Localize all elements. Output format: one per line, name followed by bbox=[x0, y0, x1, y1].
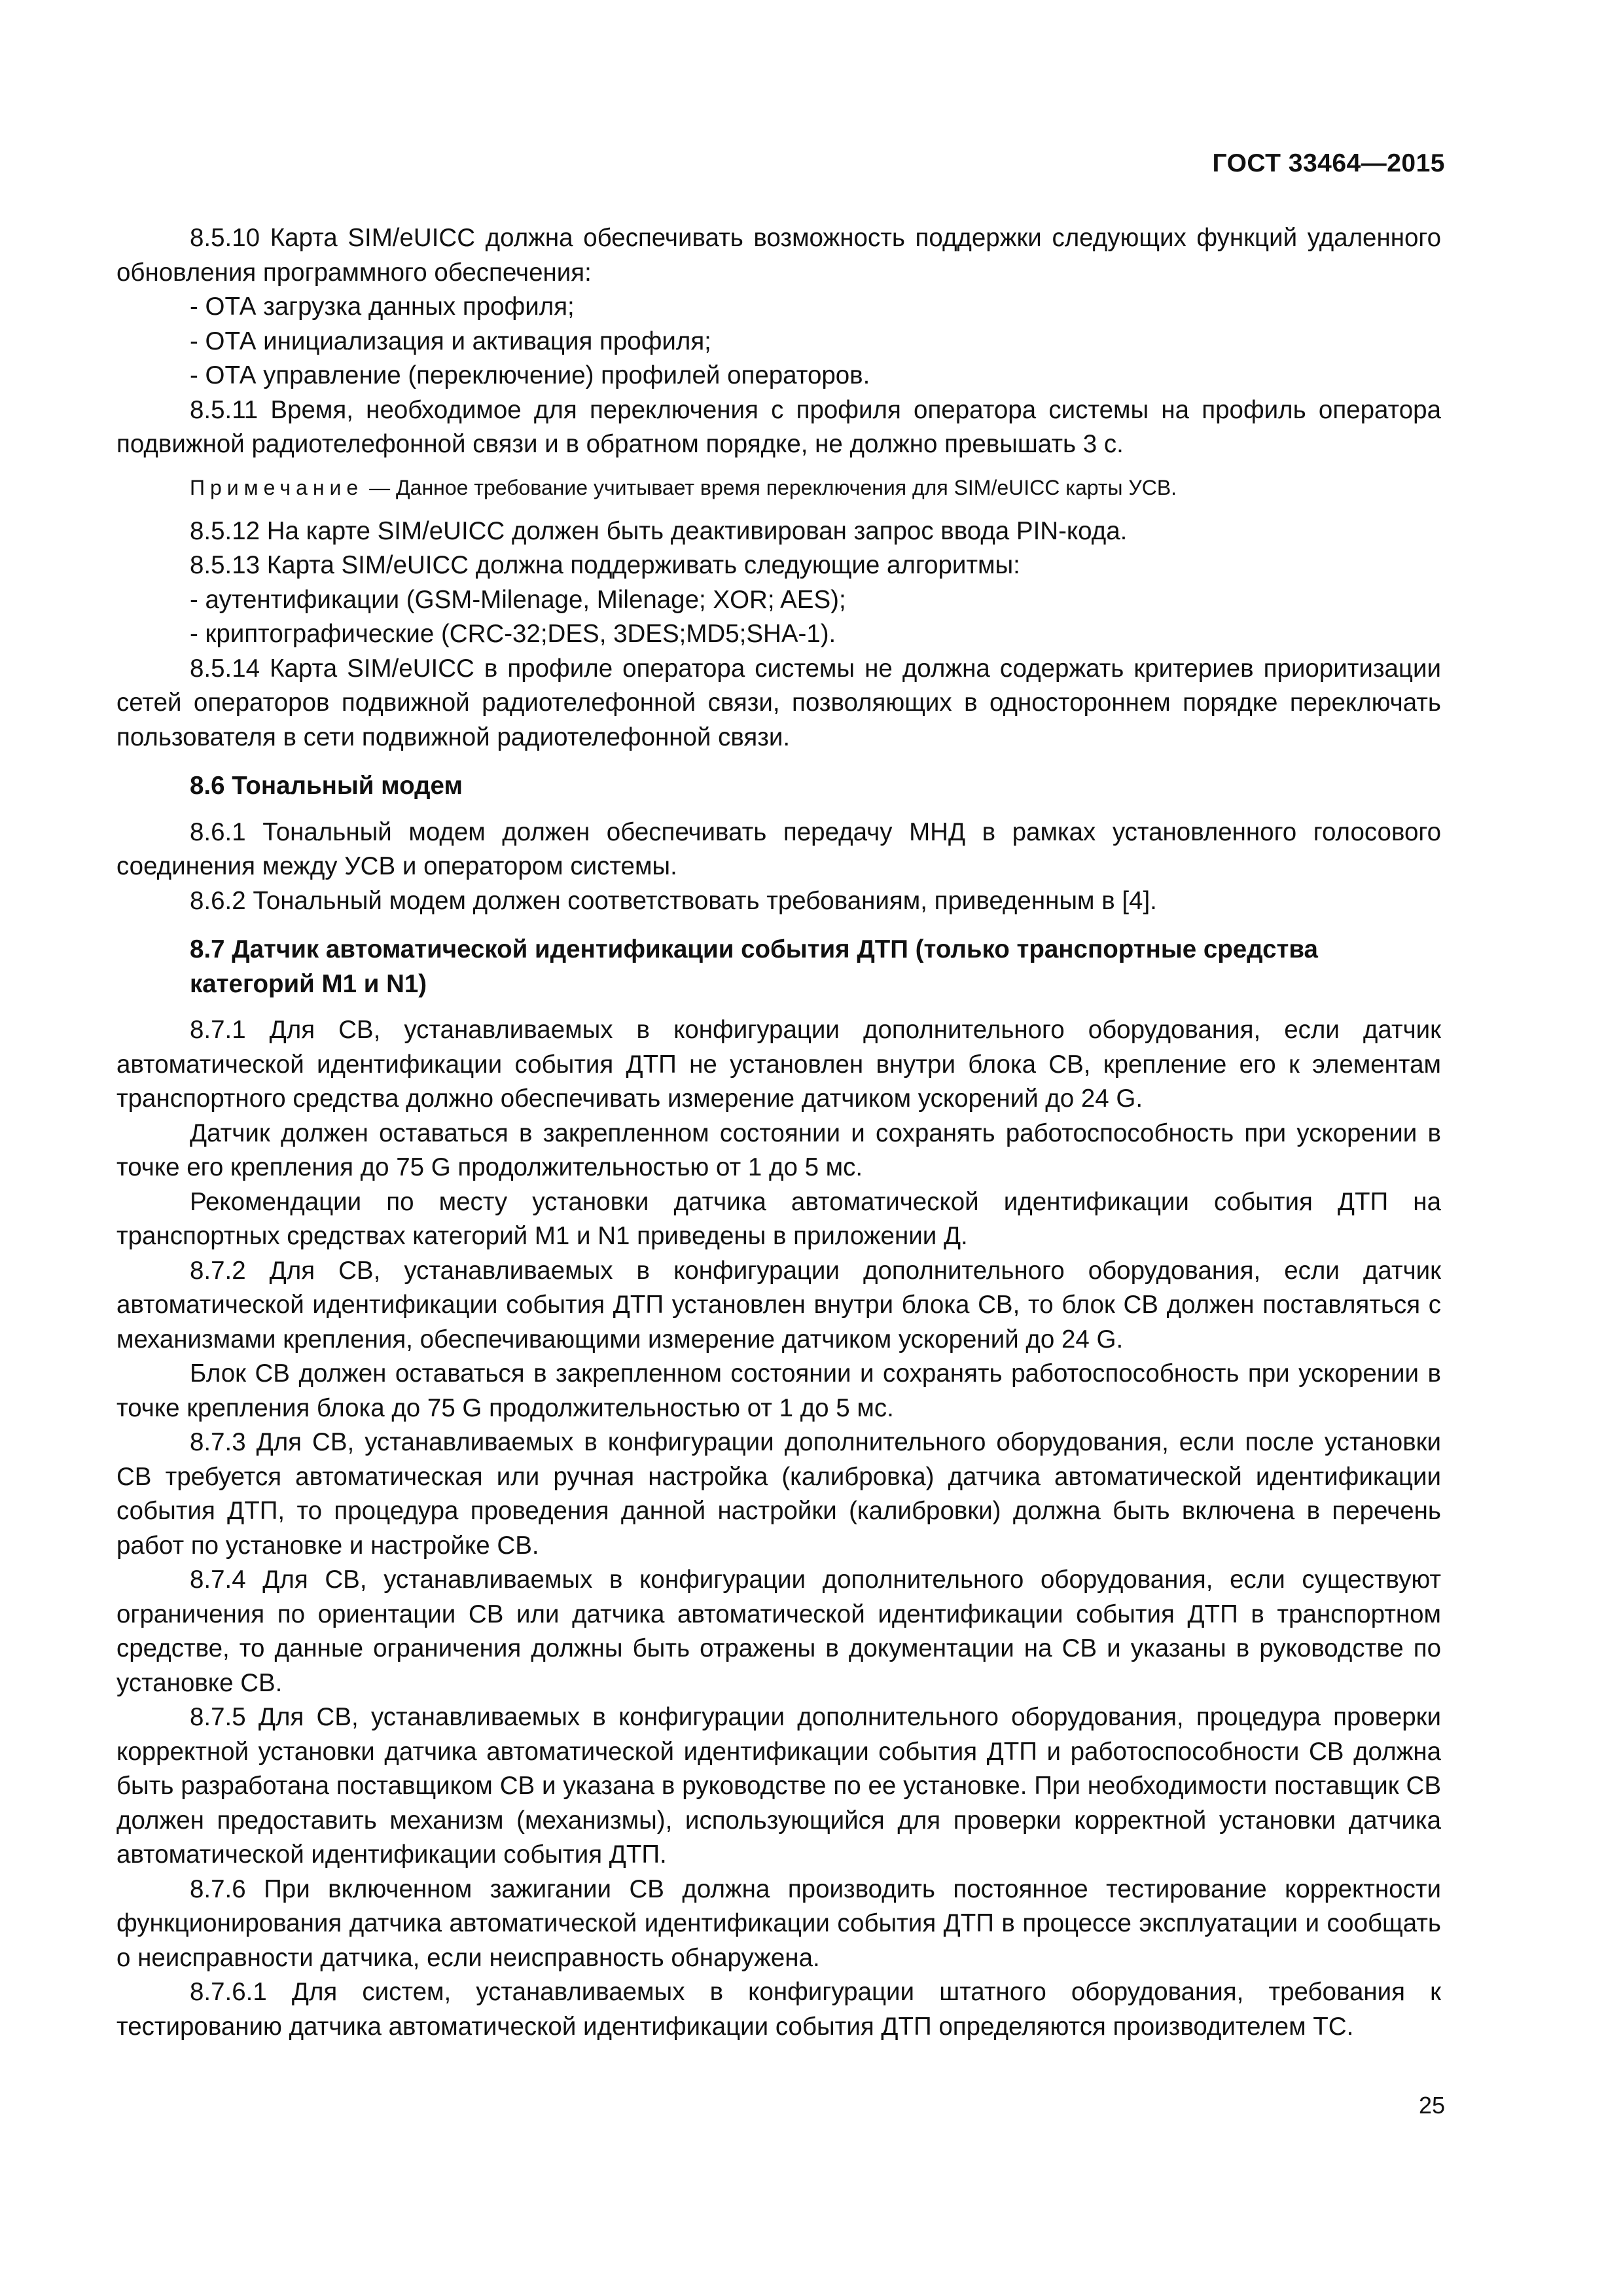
paragraph-8-5-13: 8.5.13 Карта SIM/eUICC должна поддерживать следующие алгоритмы: bbox=[190, 551, 1020, 579]
document-body bbox=[116, 221, 1441, 2044]
list-item: - аутентификации (GSM-Milenage, Milenage; XOR; AES); bbox=[190, 585, 846, 614]
paragraph-8-5-11: 8.5.11 Время, необходимое для переключения с профиля оператора системы на профиль оператора подвижной радиотелефонной связи и в обратном порядке, не должно превышать 3 с. bbox=[116, 395, 1441, 458]
paragraph: Рекомендации по месту установки датчика автоматической идентификации события ДТП на транспортных средствах категорий М1 и N1 приведены в приложении Д. bbox=[116, 1187, 1441, 1250]
paragraph-8-5-14: 8.5.14 Карта SIM/eUICC в профиле оператора системы не должна содержать критериев приоритизации сетей операторов подвижной радиотелефонной связи, позволяющих в одностороннем порядке переключать пользователя в сети подвижной радиотелефонной связи. bbox=[116, 654, 1441, 751]
note-label: Примечание bbox=[190, 475, 364, 499]
page-number: 25 bbox=[1418, 2092, 1445, 2119]
paragraph-8-7-4: 8.7.4 Для СВ, устанавливаемых в конфигурации дополнительного оборудования, если существуют ограничения по ориентации СВ или датчика автоматической идентификации события ДТП в транспортном средстве, то данные ограничения должны быть отражены в документации на СВ и указаны в руководстве по установке СВ. bbox=[116, 1566, 1441, 1697]
paragraph-8-7-2: 8.7.2 Для СВ, устанавливаемых в конфигурации дополнительного оборудования, если датчик автоматической идентификации события ДТП установлен внутри блока СВ, то блок СВ должен поставляться с механизмами крепления, обеспечивающими измерение датчиком ускорений до 24 G. bbox=[116, 1256, 1441, 1354]
paragraph: Датчик должен оставаться в закрепленном состоянии и сохранять работоспособность при ускорении в точке его крепления до 75 G продолжительностью от 1 до 5 мс. bbox=[116, 1119, 1441, 1181]
list-item: - криптографические (CRC-32;DES, 3DES;MD5;SHA-1). bbox=[190, 620, 836, 648]
list-item: - ОТА управление (переключение) профилей операторов. bbox=[190, 361, 870, 389]
paragraph-8-5-10: 8.5.10 Карта SIM/eUICC должна обеспечивать возможность поддержки следующих функций удаленного обновления программного обеспечения: bbox=[116, 224, 1441, 287]
paragraph-8-7-1: 8.7.1 Для СВ, устанавливаемых в конфигурации дополнительного оборудования, если датчик автоматической идентификации события ДТП не установлен внутри блока СВ, крепление его к элементам транспортного средства должно обеспечивать измерение датчиком ускорений до 24 G. bbox=[116, 1016, 1441, 1113]
document-header: ГОСТ 33464—2015 bbox=[1212, 149, 1445, 177]
note-text: — Данное требование учитывает время переключения для SIM/eUICC карты УСВ. bbox=[363, 475, 1177, 499]
paragraph-8-7-5: 8.7.5 Для СВ, устанавливаемых в конфигурации дополнительного оборудования, процедура проверки корректной установки датчика автоматической идентификации события ДТП и работоспособности СВ должна быть разработана поставщиком СВ и указана в руководстве по ее установке. При необходимости поставщик СВ должен предоставить механизм (механизмы), использующийся для проверки корректной установки датчика автоматической идентификации события ДТП. bbox=[116, 1703, 1441, 1869]
section-heading-8-7: 8.7 Датчик автоматической идентификации события ДТП (только транспортные средства категорий М1 и N1) bbox=[190, 935, 1318, 998]
paragraph-8-7-6: 8.7.6 При включенном зажигании СВ должна производить постоянное тестирование корректности функционирования датчика автоматической идентификации события ДТП в процессе эксплуатации и сообщать о неисправности датчика, если неисправность обнаружена. bbox=[116, 1874, 1441, 1972]
list-item: - ОТА загрузка данных профиля; bbox=[190, 293, 575, 321]
paragraph-8-6-2: 8.6.2 Тональный модем должен соответствовать требованиям, приведенным в [4]. bbox=[190, 886, 1157, 915]
paragraph-8-6-1: 8.6.1 Тональный модем должен обеспечивать передачу МНД в рамках установленного голосового соединения между УСВ и оператором системы. bbox=[116, 817, 1441, 880]
paragraph-8-7-6-1: 8.7.6.1 Для систем, устанавливаемых в конфигурации штатного оборудования, требования к тестированию датчика автоматической идентификации события ДТП определяются производителем ТС. bbox=[116, 1978, 1441, 2041]
paragraph-8-5-12: 8.5.12 На карте SIM/eUICC должен быть деактивирован запрос ввода PIN-кода. bbox=[190, 516, 1128, 545]
paragraph-8-7-3: 8.7.3 Для СВ, устанавливаемых в конфигурации дополнительного оборудования, если после установки СВ требуется автоматическая или ручная настройка (калибровка) датчика автоматической идентификации события ДТП, то процедура проведения данной настройки (калибровки) должна быть включена в перечень работ по установке и настройке СВ. bbox=[116, 1428, 1441, 1560]
paragraph: Блок СВ должен оставаться в закрепленном состоянии и сохранять работоспособность при ускорении в точке крепления блока до 75 G продолжительностью от 1 до 5 мс. bbox=[116, 1359, 1441, 1422]
note bbox=[116, 471, 1441, 504]
section-heading-8-6: 8.6 Тональный модем bbox=[190, 772, 463, 800]
list-item: - ОТА инициализация и активация профиля; bbox=[190, 327, 711, 355]
